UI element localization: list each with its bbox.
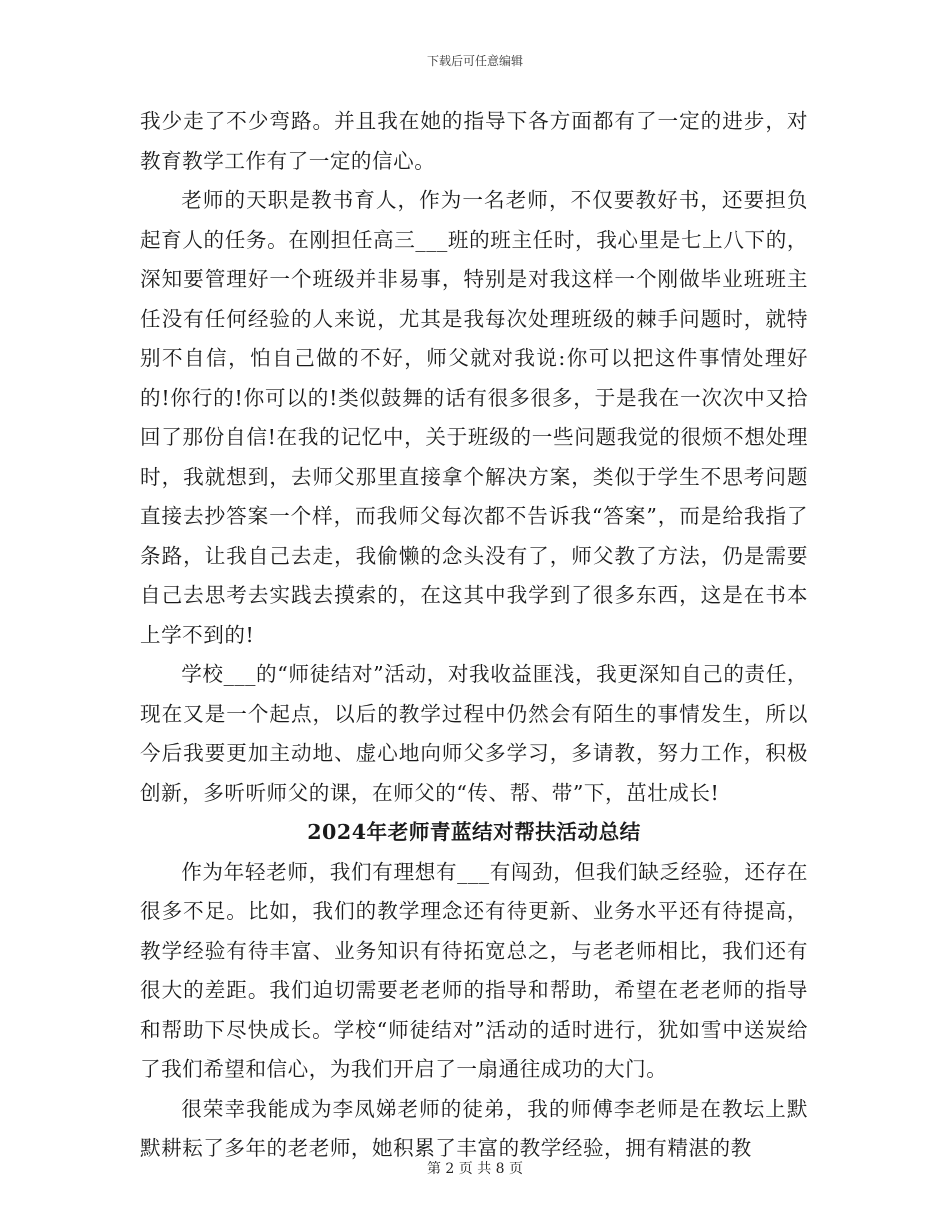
- page-header: 下载后可任意编辑: [426, 54, 523, 68]
- page-number: 第 2 页 共 8 页: [426, 1161, 524, 1177]
- document-body: [140, 102, 808, 1169]
- section-title: 2024年老师青蓝结对帮扶活动总结: [307, 820, 641, 844]
- paragraph-mentor-guidance: 老师的天职是教书育人，作为一名老师，不仅要教好书，还要担负起育人的任务。在刚担任高三___班的班主任时，我心里是七上八下的，深知要管理好一个班级并非易事，特别是对我这样一个刚做毕业班班主任没有任何经验的人来说，尤其是我每次处理班级的棘手问题时，就特别不自信，怕自己做的不好，师父就对我说:你可以把这件事情处理好的!你行的!你可以的!类似鼓舞的话有很多很多，于是我在一次次中又拾回了那份自信!在我的记忆中，关于班级的一些问题我觉的很烦不想处理时，我就想到，去师父那里直接拿个解决方案，类似于学生不思考问题直接去抄答案一个样，而我师父每次都不告诉我“答案”，而是给我指了条路，让我自己去走，我偷懒的念头没有了，师父教了方法，仍是需要自己去思考去实践去摸索的，在这其中我学到了很多东西，这是在书本上学不到的!: [140, 188, 808, 647]
- paragraph-continuation: 我少走了不少弯路。并且我在她的指导下各方面都有了一定的进步，对教育教学工作有了一定的信心。: [140, 109, 808, 173]
- paragraph-mentor-intro: 很荣幸我能成为李凤娣老师的徒弟，我的师傅李老师是在教坛上默默耕耘了多年的老老师，她积累了丰富的教学经验，拥有精湛的教: [140, 1096, 808, 1160]
- paragraph-activity-benefit: 学校___的“师徒结对”活动，对我收益匪浅，我更深知自己的责任，现在又是一个起点，以后的教学过程中仍然会有陌生的事情发生，所以今后我要更加主动地、虚心地向师父多学习，多请教，努力工作，积极创新，多听听师父的课，在师父的“传、帮、带”下，茁壮成长!: [140, 662, 808, 805]
- paragraph-young-teachers: 作为年轻老师，我们有理想有___有闯劲，但我们缺乏经验，还存在很多不足。比如，我们的教学理念还有待更新、业务水平还有待提高，教学经验有待丰富、业务知识有待拓宽总之，与老老师相比，我们还有很大的差距。我们迫切需要老老师的指导和帮助，希望在老老师的指导和帮助下尽快成长。学校“师徒结对”活动的适时进行，犹如雪中送炭给了我们希望和信心，为我们开启了一扇通往成功的大门。: [140, 859, 808, 1081]
